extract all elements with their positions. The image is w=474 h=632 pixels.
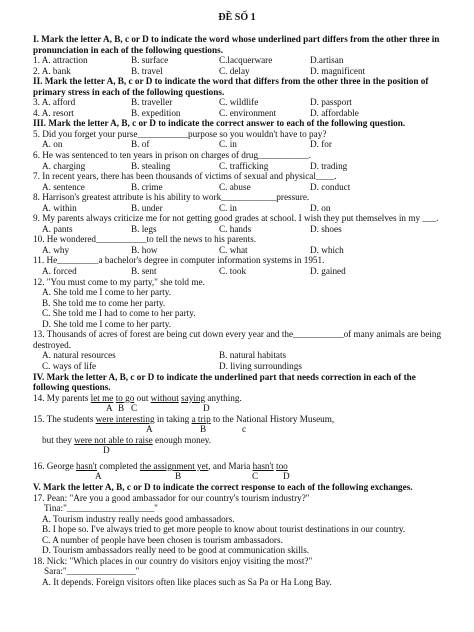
q14-sentence bbox=[33, 393, 443, 404]
q11-option-a: A. forced bbox=[42, 266, 77, 277]
q9-option-c: C. hands bbox=[219, 223, 252, 234]
q14-letter-a: A bbox=[106, 403, 113, 414]
q15-text: enough money. bbox=[152, 434, 212, 445]
q14-text: anything. bbox=[205, 392, 242, 403]
q2-option-a: A. bank bbox=[41, 65, 71, 76]
q3-option-b: B. traveller bbox=[131, 97, 173, 108]
q2-option-c: C. delay bbox=[219, 65, 250, 76]
q15-text: to the National History Museum, bbox=[210, 413, 335, 424]
q13-options-row1 bbox=[33, 350, 443, 361]
q7-option-c: C. abuse bbox=[219, 181, 251, 192]
q15-letters bbox=[33, 424, 443, 435]
q3-options-a bbox=[33, 97, 75, 108]
q4-option-a: A. resort bbox=[41, 107, 74, 118]
q10-option-d: D. which bbox=[310, 244, 344, 255]
q15-letter-d: D bbox=[103, 445, 110, 456]
q14-part-a: let me bbox=[90, 392, 114, 403]
q16-part-b: the assignment yet bbox=[139, 460, 209, 471]
q7-option-d: D. conduct bbox=[310, 181, 351, 192]
section-2-heading: II. Mark the letter A, B, c or D to indicate the word that differs from the other three in the position of primary stress in each of the following questions. bbox=[33, 76, 429, 97]
q5-option-c: C. in bbox=[219, 139, 237, 150]
q2-number: 2. bbox=[33, 65, 40, 76]
q13-option-d: D. living surroundings bbox=[219, 360, 302, 371]
q11-options bbox=[33, 266, 443, 277]
q8-option-c: C. in bbox=[219, 202, 237, 213]
q14-letter-b: B bbox=[118, 403, 125, 414]
q18-reply: Sara:"_______________" bbox=[44, 566, 140, 577]
q17-reply: Tina:"___________________" bbox=[44, 503, 158, 514]
q4-options-a bbox=[33, 108, 74, 119]
section-5-heading: V. Mark the letter A, B, c or D to indicate the correct response to each of the following exchanges. bbox=[33, 481, 413, 492]
q17-stem: 17. Pean: "Are you a good ambassador for our country's tourism industry?" bbox=[33, 492, 310, 503]
q15-sentence-line2 bbox=[33, 435, 443, 446]
q14-text: 14. My parents bbox=[33, 392, 91, 403]
question-4 bbox=[33, 108, 443, 119]
q10-option-a: A. why bbox=[42, 244, 70, 255]
q9-option-d: D. shoes bbox=[310, 223, 342, 234]
q11-stem: 11. He_________a bachelor's degree in computer information systems in 1951. bbox=[33, 255, 325, 266]
q17-option-d: D. Tourism ambassadors really need to be good at communication skills. bbox=[42, 545, 310, 556]
q17-option-c: C. A number of people have been chosen is tourism ambassadors. bbox=[42, 534, 283, 545]
q12-option-d: D. She told me I come to her party. bbox=[42, 318, 172, 329]
q14-part-b: to go bbox=[115, 392, 135, 403]
q18-option-a: A. It depends. Foreign visitors often like places such as Sa Pa or Ha Long Bay. bbox=[42, 576, 332, 587]
q12-option-b: B. She told me to come her party. bbox=[42, 297, 166, 308]
q11-option-d: D. gained bbox=[310, 266, 346, 277]
exam-content bbox=[33, 34, 443, 587]
q16-part-c: hasn't bbox=[252, 460, 274, 471]
q5-option-d: D. for bbox=[310, 139, 332, 150]
q7-options bbox=[33, 182, 443, 193]
q17-option-b: B. I hope so. I've always tried to get more people to know about tourist destinations in our country. bbox=[42, 524, 406, 535]
q14-letters bbox=[33, 403, 443, 414]
q4-option-d: D. affordable bbox=[310, 107, 359, 118]
q9-options bbox=[33, 224, 443, 235]
q14-text: out bbox=[134, 392, 151, 403]
q13-option-c: C. ways of life bbox=[42, 360, 97, 371]
q10-stem: 10. He wondered___________to tell the news to his parents. bbox=[33, 234, 257, 245]
q2-options-a bbox=[33, 66, 71, 77]
q17-option-a: A. Tourism industry really needs good ambassadors. bbox=[42, 513, 235, 524]
q6-option-c: C. trafficking bbox=[219, 160, 269, 171]
q15-sentence bbox=[33, 414, 443, 425]
q3-option-d: D. passport bbox=[310, 97, 352, 108]
q9-option-b: B. legs bbox=[131, 223, 157, 234]
q15-part-d: were not able to raise bbox=[74, 434, 153, 445]
q13-options-row2 bbox=[33, 361, 443, 372]
q6-stem: 6. He was sentenced to ten years in prison on charges of drug___________. bbox=[33, 150, 311, 161]
q5-option-b: B. of bbox=[131, 139, 150, 150]
q4-option-b: B. expedition bbox=[131, 107, 181, 118]
q16-part-a: hasn't bbox=[75, 460, 98, 471]
section-4-heading: IV. Mark the letter A, B, c or D to indicate the underlined part that needs correction in each of the following questions. bbox=[33, 371, 416, 393]
q1-number: 1. bbox=[33, 55, 40, 66]
q16-letter-d: D bbox=[283, 471, 290, 482]
q2-option-b: B. travel bbox=[131, 65, 163, 76]
q1-option-a: A. attraction bbox=[41, 55, 88, 66]
q15-text: but they bbox=[42, 434, 75, 445]
q15-part-a: were interesting bbox=[95, 413, 155, 424]
q9-option-a: A. pants bbox=[42, 223, 73, 234]
q14-letter-d: D bbox=[203, 403, 210, 414]
q5-option-a: A. on bbox=[42, 139, 63, 150]
q1-option-b: B. surface bbox=[131, 55, 169, 66]
q10-option-c: C. what bbox=[219, 244, 248, 255]
q11-option-b: B. sent bbox=[131, 266, 157, 277]
q11-option-c: C. took bbox=[219, 266, 247, 277]
q16-letters bbox=[33, 471, 443, 482]
q8-options bbox=[33, 203, 443, 214]
q15-part-b: a trip bbox=[191, 413, 211, 424]
q6-option-b: B. stealing bbox=[131, 160, 171, 171]
q13-option-a: A. natural resources bbox=[42, 350, 116, 361]
q8-option-a: A. within bbox=[42, 202, 77, 213]
q16-letter-b: B bbox=[175, 471, 182, 482]
q2-option-d: D. magnificent bbox=[310, 65, 366, 76]
q14-letter-c: C bbox=[131, 403, 138, 414]
q14-part-d: saying bbox=[181, 392, 206, 403]
q15-letter-c: c bbox=[242, 424, 247, 435]
q12-option-c: C. She told me I had to come to her party. bbox=[42, 308, 196, 319]
q5-options bbox=[33, 139, 443, 150]
q12-stem: 12. "You must come to my party," she told me. bbox=[33, 276, 205, 287]
question-1 bbox=[33, 55, 443, 66]
q16-letter-a: A bbox=[95, 471, 102, 482]
q8-option-d: D. on bbox=[310, 202, 331, 213]
q4-number: 4. bbox=[33, 107, 40, 118]
q1-options-a bbox=[33, 55, 88, 66]
question-3 bbox=[33, 97, 443, 108]
q15-letter-b: B bbox=[200, 424, 207, 435]
q12-option-a: A. She told me I come to her party. bbox=[42, 287, 172, 298]
q16-text: , and Maria bbox=[208, 460, 253, 471]
q3-number: 3. bbox=[33, 97, 40, 108]
q6-option-a: A. charging bbox=[42, 160, 86, 171]
q8-option-b: B. under bbox=[131, 202, 163, 213]
q18-stem: 18. Nick: "Which places in our country do visitors enjoy visiting the most?" bbox=[33, 555, 313, 566]
section-1-heading: I. Mark the letter A, B, c or D to indicate the word whose underlined part differs from the other three in pronunciation in each of the following questions. bbox=[33, 34, 440, 55]
section-3-heading: III. Mark the letter A, B, c or D to indicate the correct answer to each of the following question. bbox=[33, 118, 406, 129]
q15-text: in taking bbox=[154, 413, 192, 424]
q16-part-d: too bbox=[276, 460, 288, 471]
question-2 bbox=[33, 66, 443, 77]
q4-option-c: C. environment bbox=[219, 107, 277, 118]
q8-stem: 8. Harrison's greatest attribute is his ability to work____________pressure. bbox=[33, 192, 310, 203]
q9-stem: 9. My parents always criticize me for not getting good grades at school. I wish they put themselves in my ___. bbox=[33, 213, 439, 224]
q15-letters-line2 bbox=[33, 445, 443, 456]
q1-option-c: C.lacquerware bbox=[219, 55, 273, 66]
q15-text: 15. The students bbox=[33, 413, 96, 424]
q6-option-d: D. trading bbox=[310, 160, 348, 171]
q7-stem: 7. In recent years, there has been thousands of victims of sexual and physical____. bbox=[33, 171, 337, 182]
q3-option-c: C. wildlife bbox=[219, 97, 259, 108]
q16-letter-c: C bbox=[252, 471, 259, 482]
q16-text: 16. George bbox=[33, 460, 76, 471]
q5-stem: 5. Did you forget your purse___________purpose so you wouldn't have to pay? bbox=[33, 128, 327, 139]
q13-stem: 13. Thousands of acres of forest are being cut down every year and the___________of many animals are being destroyed. bbox=[33, 329, 442, 350]
q14-part-c: without bbox=[150, 392, 179, 403]
q15-letter-a: A bbox=[146, 424, 153, 435]
q13-option-b: B. natural habitats bbox=[219, 350, 287, 361]
q1-option-d: D.artisan bbox=[310, 55, 344, 66]
page-title: ĐỀ SỐ 1 bbox=[218, 12, 256, 23]
q10-options bbox=[33, 245, 443, 256]
q16-text: completed bbox=[97, 460, 140, 471]
q10-option-b: B. how bbox=[131, 244, 158, 255]
q6-options bbox=[33, 161, 443, 172]
q3-option-a: A. afford bbox=[41, 97, 76, 108]
q16-sentence bbox=[33, 461, 443, 472]
q7-option-b: B. crime bbox=[131, 181, 163, 192]
q7-option-a: A. sentence bbox=[42, 181, 85, 192]
